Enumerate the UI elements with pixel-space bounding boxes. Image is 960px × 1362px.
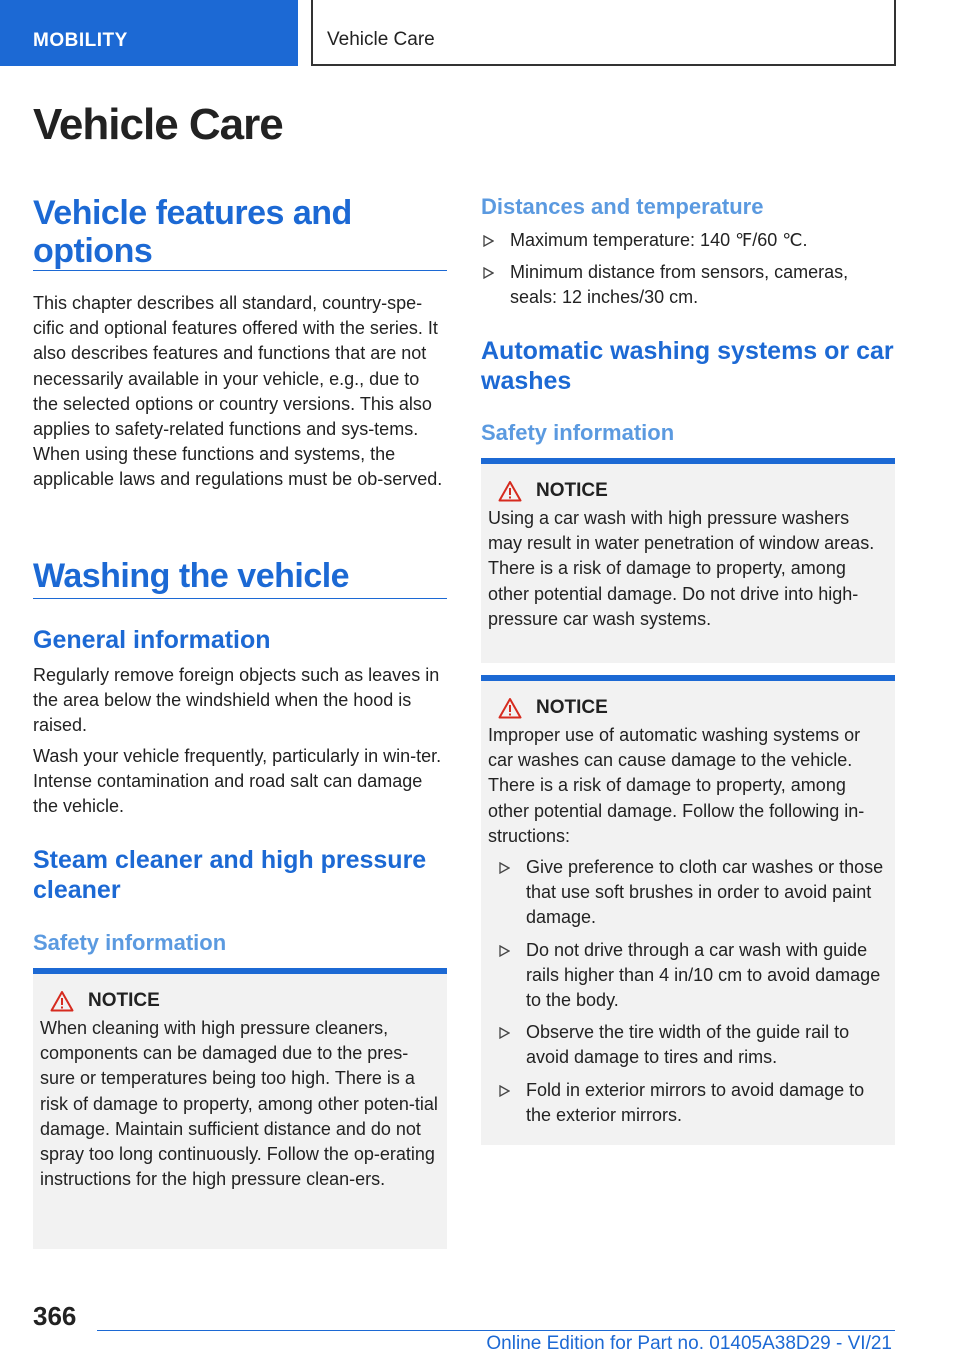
list-item xyxy=(481,228,895,253)
features-heading: Vehicle features and options xyxy=(33,194,352,270)
list-item-text: Give preference to cloth car washes or those that use soft brushes in order to avoid paint damage. xyxy=(526,857,884,928)
notice-text: Improper use of automatic washing systems or car washes can cause damage to the vehicle. There is a risk of damage to property, among other potential damage. Follow the following in-structions: xyxy=(488,725,865,846)
warning-triangle-icon xyxy=(498,480,522,502)
notice-header xyxy=(488,480,888,502)
car-wash-notice-box-1 xyxy=(481,458,895,663)
notice-text: When cleaning with high pressure cleaners, components can be damaged due to the pres-sure or temperatures being too high. There is a risk of damage to property, among other poten-tial damage. Maintain sufficient distance and do not spray too long continuously. Follow the op-erating instructions for the high pressure clean-ers. xyxy=(40,1018,438,1190)
washing-heading: Washing the vehicle xyxy=(33,557,350,595)
list-item-text: Observe the tire width of the guide rail to avoid damage to tires and rims. xyxy=(526,1022,850,1068)
triangle-bullet-icon xyxy=(483,235,494,247)
footer-rule xyxy=(97,1330,895,1331)
features-rule xyxy=(33,270,447,271)
list-item xyxy=(481,260,895,310)
general-paragraph-2: Wash your vehicle frequently, particularly in win-ter. Intense contamination and road salt can damage the vehicle. xyxy=(33,746,442,817)
page-number: 366 xyxy=(33,1301,77,1331)
list-item-text: Minimum distance from sensors, cameras, seals: 12 inches/30 cm. xyxy=(510,262,849,308)
warning-triangle-icon xyxy=(50,990,74,1012)
triangle-bullet-icon xyxy=(499,945,510,957)
triangle-bullet-icon xyxy=(483,267,494,279)
page-title: Vehicle Care xyxy=(33,100,283,149)
list-item-text: Maximum temperature: 140 ℉/60 ℃. xyxy=(510,230,808,250)
notice-header xyxy=(40,990,440,1012)
washing-rule xyxy=(33,598,447,599)
triangle-bullet-icon xyxy=(499,1085,510,1097)
notice-label: NOTICE xyxy=(536,697,608,718)
right-safety-heading: Safety information xyxy=(481,420,675,445)
list-item xyxy=(497,855,888,931)
features-paragraph: This chapter describes all standard, country-spe-cific and optional features offered with the series. It also describes features and functions that are not necessarily available in your vehicle, e.g., due to the selected options or country versions. This also applies to safety-related functions and sys-tems. When using these functions and systems, the applicable laws and regulations must be ob-served. xyxy=(33,293,443,490)
notice-header xyxy=(488,697,888,719)
header-section-tab: MOBILITY xyxy=(0,0,298,66)
car-wash-instructions-list xyxy=(497,855,888,1128)
list-item xyxy=(497,1020,888,1070)
steam-notice-box xyxy=(33,968,447,1249)
list-item-text: Fold in exterior mirrors to avoid damage to the exterior mirrors. xyxy=(526,1079,865,1125)
auto-wash-heading: Automatic washing systems or car washes xyxy=(481,337,894,395)
footer-edition-text: Online Edition for Part no. 01405A38D29 - VI/21 xyxy=(486,1333,892,1354)
triangle-bullet-icon xyxy=(499,1027,510,1039)
notice-text: Using a car wash with high pressure washers may result in water penetration of window areas. There is a risk of damage to property, among other potential damage. Do not drive into high-pressure car wash systems. xyxy=(488,508,875,629)
left-safety-heading: Safety information xyxy=(33,930,227,955)
general-heading: General information xyxy=(33,626,271,654)
distances-heading: Distances and temperature xyxy=(481,194,764,219)
warning-triangle-icon xyxy=(498,697,522,719)
car-wash-notice-box-2 xyxy=(481,675,895,1145)
notice-label: NOTICE xyxy=(536,480,608,501)
list-item xyxy=(497,1078,888,1128)
notice-label: NOTICE xyxy=(88,990,160,1011)
steam-heading: Steam cleaner and high pressure cleaner xyxy=(33,846,427,904)
distances-list xyxy=(481,228,895,318)
triangle-bullet-icon xyxy=(499,862,510,874)
general-paragraph-1: Regularly remove foreign objects such as leaves in the area below the windshield when the hood is raised. xyxy=(33,665,440,736)
list-item xyxy=(497,938,888,1014)
list-item-text: Do not drive through a car wash with guide rails higher than 4 in/10 cm to avoid damage to the body. xyxy=(526,939,881,1011)
header-chapter-title: Vehicle Care xyxy=(311,0,896,66)
